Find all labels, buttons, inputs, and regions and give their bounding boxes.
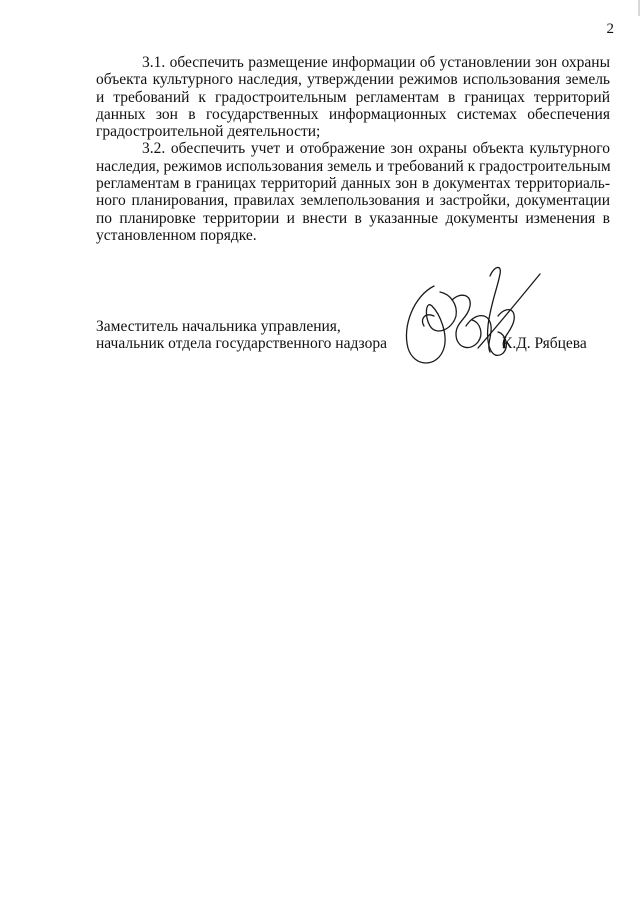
- text-line: 3.2. обеспечить учет и отображение зон охраны объекта культурного: [142, 140, 610, 158]
- handwritten-signature-icon: [394, 256, 544, 386]
- paragraph-3-2: [96, 140, 610, 244]
- signer-position-line: начальник отдела государственного надзора: [96, 335, 387, 353]
- text-line: наследия, режимов использования земель и требований к градостроительным: [96, 157, 611, 175]
- text-line: и требований к градостроительным регламентам в границах территорий: [96, 88, 610, 106]
- text-line: ного планирования, правилах землепользования и застройки, документации: [96, 192, 610, 210]
- text-line: градостроительной деятельности;: [96, 123, 321, 141]
- text-line: установленном порядке.: [96, 226, 257, 244]
- page-number: 2: [606, 21, 614, 37]
- text-line: 3.1. обеспечить размещение информации об установлении зон охраны: [142, 54, 610, 71]
- text-line: регламентам в границах территорий данных зон в документах территориаль-: [96, 175, 610, 193]
- signer-position: [96, 318, 387, 353]
- text-line: данных зон в государственных информационных системах обеспечения: [96, 105, 610, 123]
- signer-position-line: Заместитель начальника управления,: [96, 318, 341, 335]
- text-line: по планировке территории и внести в указанные документы изменения в: [96, 209, 610, 227]
- document-body: [96, 54, 610, 244]
- signature-block: [96, 318, 616, 378]
- paragraph-3-1: [96, 54, 610, 140]
- signer-name: К.Д. Рябцева: [502, 335, 587, 352]
- text-line: объекта культурного наследия, утверждении режимов использования земель: [96, 71, 610, 89]
